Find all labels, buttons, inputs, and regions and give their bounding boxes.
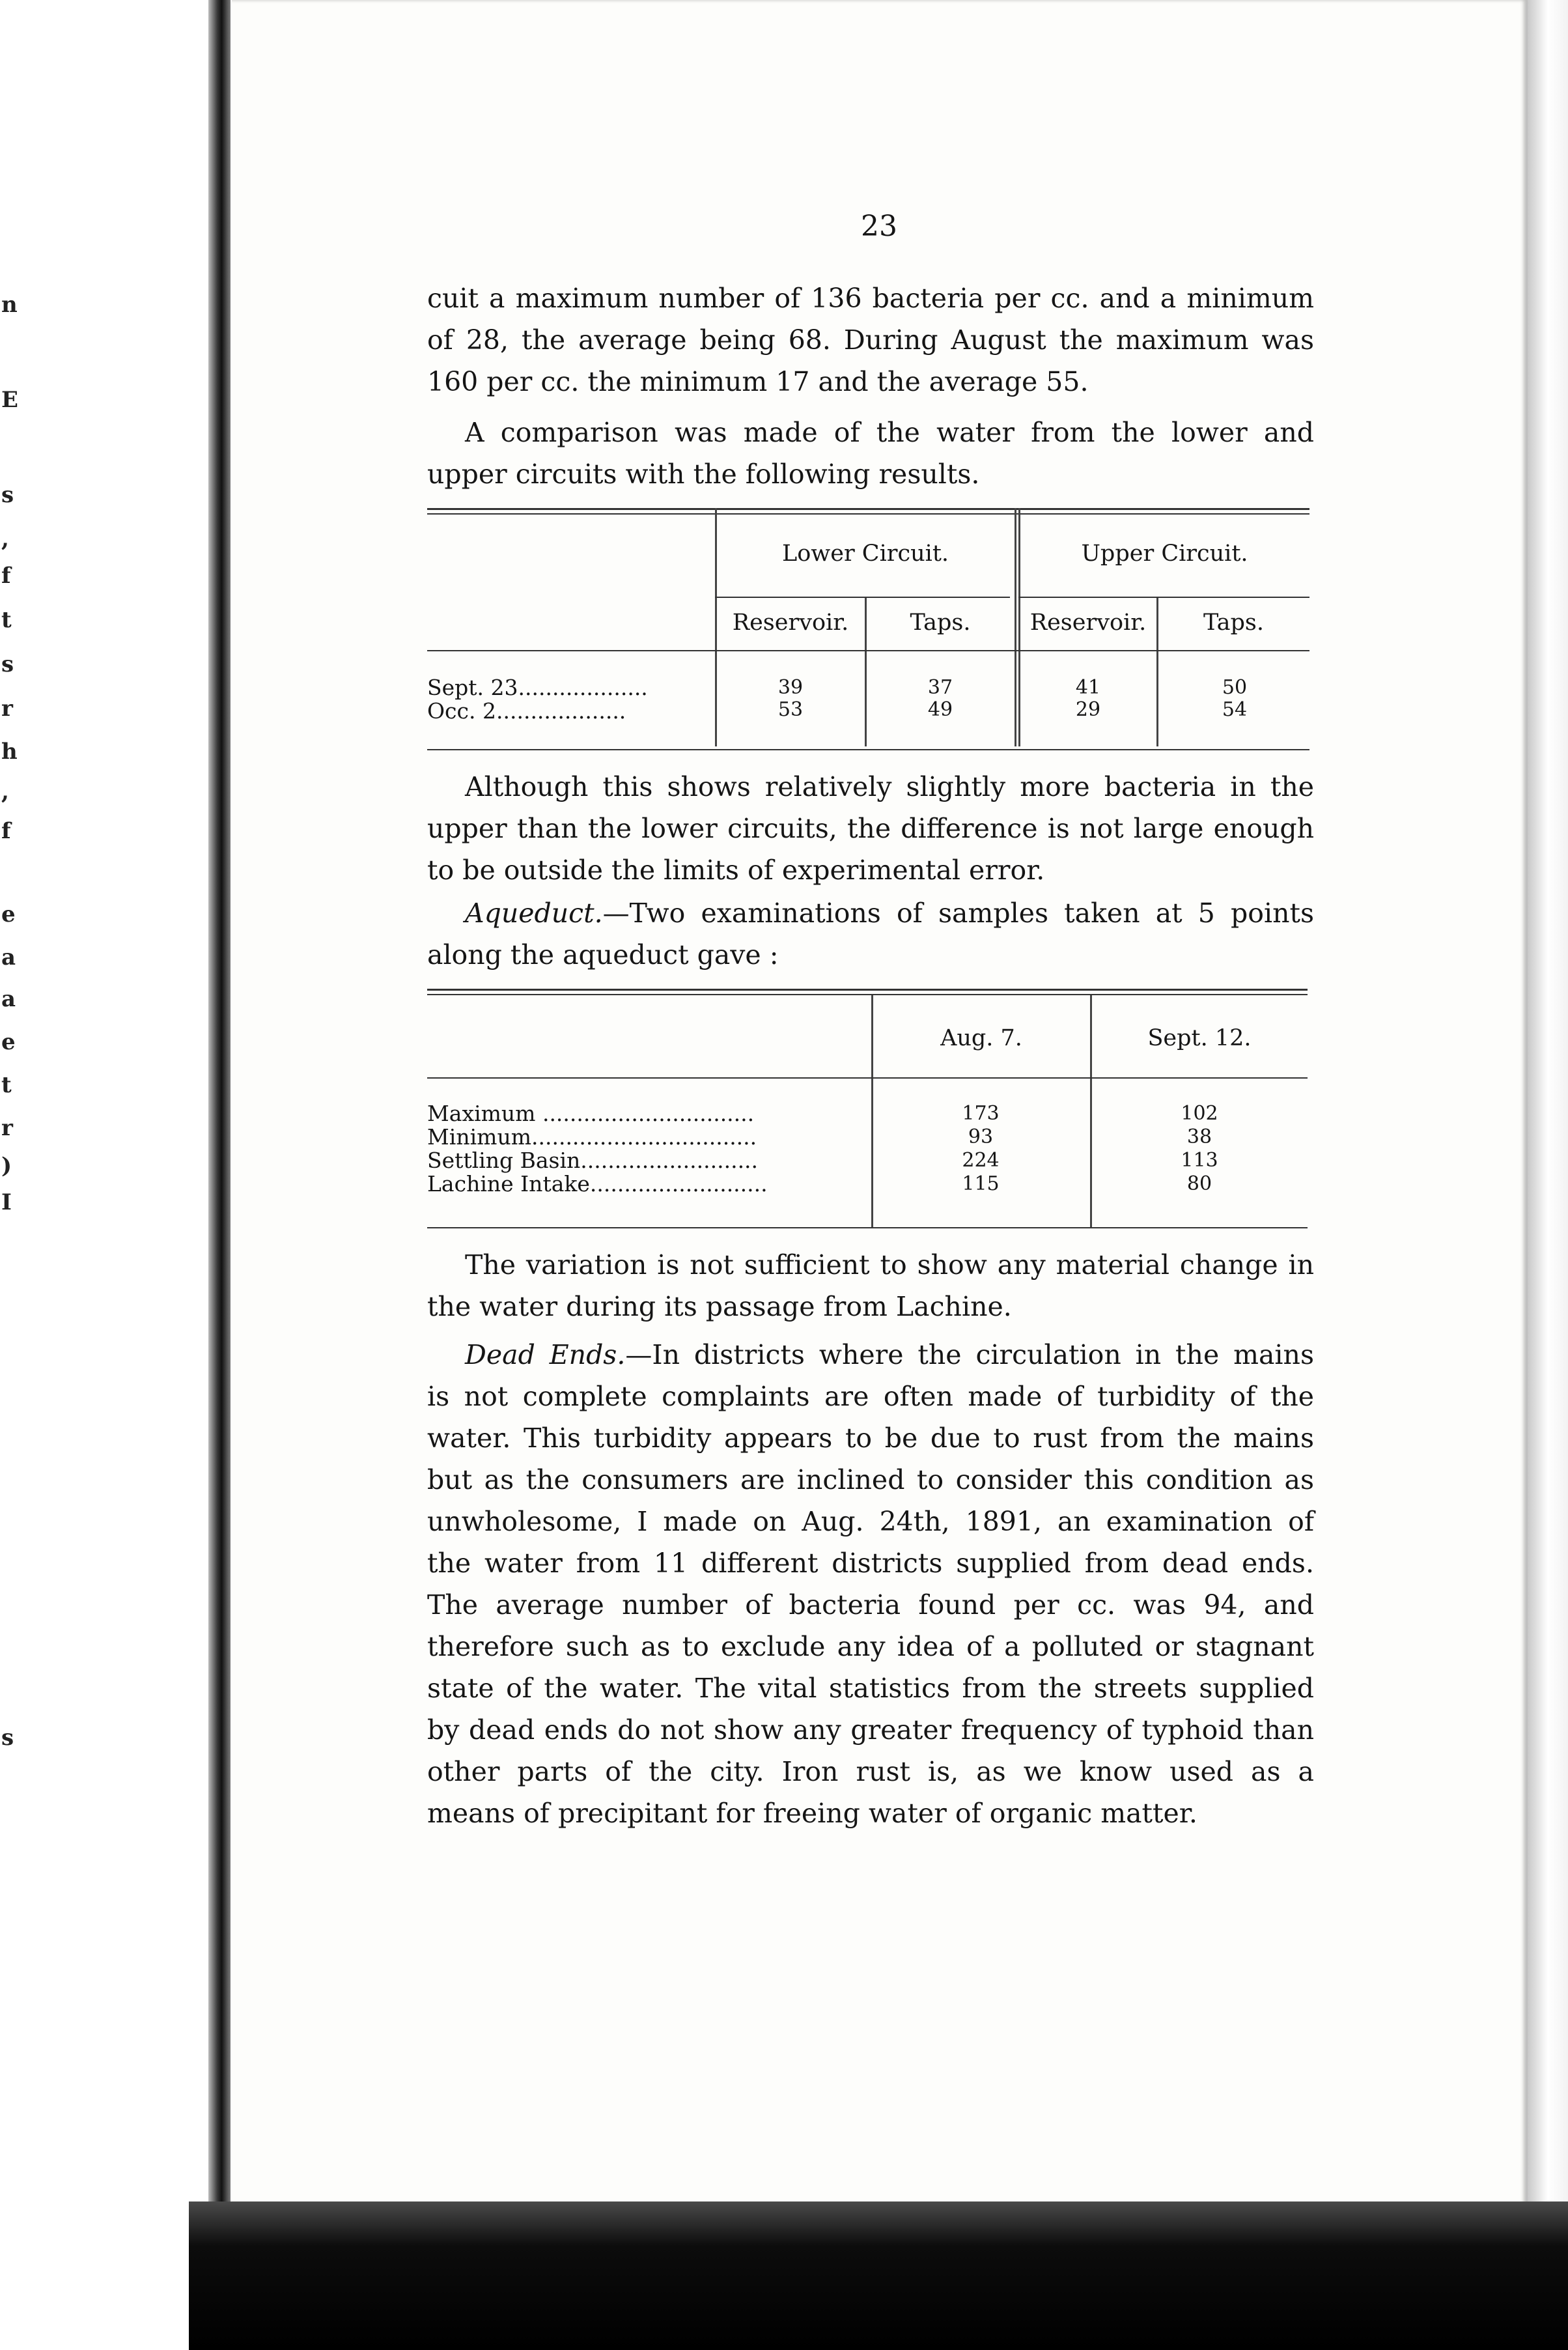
section-heading-aqueduct: Aqueduct. — [465, 898, 603, 929]
paragraph-4 — [427, 892, 1314, 976]
row-label: Maximum ............................... — [427, 1101, 755, 1126]
table-cell: 224 — [962, 1149, 1000, 1172]
text-line: 160 per cc. the minimum 17 and the average 55. — [427, 366, 1089, 397]
facing-page-fragment: e — [1, 1029, 16, 1055]
text-line: Although this shows relatively slightly more bacteria in the — [465, 771, 1314, 802]
group-underline — [1018, 597, 1309, 598]
text-line: by dead ends do not show any greater frequency of typhoid than — [427, 1714, 1314, 1746]
text-line: therefore such as to exclude any idea of a polluted or stagnant — [427, 1631, 1314, 1662]
header-bottom-rule — [427, 1077, 1308, 1079]
text-line: upper circuits with the following results. — [427, 459, 980, 490]
facing-page-fragment: a — [1, 944, 16, 970]
facing-page-fragment: n — [1, 292, 18, 318]
row-label: Minimum................................. — [427, 1124, 757, 1150]
facing-page-fragment: , — [1, 526, 9, 552]
text-line: is not complete complaints are often made of turbidity of the — [427, 1381, 1314, 1412]
paragraph-3 — [427, 766, 1314, 891]
scan-bottom-shadow — [189, 2201, 1568, 2350]
book-spine — [208, 0, 231, 2350]
paragraph-1 — [427, 277, 1314, 403]
text-line: but as the consumers are inclined to consider this condition as — [427, 1464, 1314, 1495]
row-label: Occ. 2................... — [427, 698, 626, 724]
column-header: Taps. — [910, 610, 971, 636]
table-cell: 50 — [1222, 676, 1248, 699]
table-bottom-rule — [427, 1227, 1308, 1228]
section-heading-dead-ends: Dead Ends. — [465, 1339, 626, 1370]
column-header: Aug. 7. — [940, 1025, 1022, 1051]
table-cell: 29 — [1075, 698, 1101, 721]
facing-page-fragment: s — [1, 651, 14, 677]
text-line: along the aqueduct gave : — [427, 939, 779, 970]
text-line: upper than the lower circuits, the difference is not large enough — [427, 813, 1314, 844]
column-group-header: Lower Circuit. — [781, 541, 949, 567]
table-cell: 93 — [968, 1125, 994, 1148]
text-line: A comparison was made of the water from the lower and — [465, 417, 1314, 448]
table-top-rule-inner — [427, 994, 1308, 995]
text-line — [427, 1334, 1314, 1376]
text-run: —In districts where the circulation in the mains — [625, 1339, 1314, 1370]
text-line: of 28, the average being 68. During August the maximum was — [427, 324, 1314, 356]
text-line: state of the water. The vital statistics from the streets supplied — [427, 1673, 1314, 1704]
table-top-rule — [427, 989, 1308, 991]
facing-page-fragment: , — [1, 779, 9, 805]
text-line: to be outside the limits of experimental error. — [427, 855, 1045, 886]
text-line: means of precipitant for freeing water of organic matter. — [427, 1798, 1197, 1829]
table-cell: 41 — [1075, 676, 1101, 699]
circuit-comparison-table — [427, 508, 1309, 750]
facing-page-fragment: h — [1, 739, 18, 765]
table-top-rule-inner — [427, 513, 1309, 515]
facing-page-fragment: s — [1, 1725, 14, 1751]
table-cell: 113 — [1181, 1149, 1218, 1172]
text-line: other parts of the city. Iron rust is, as we know used as a — [427, 1756, 1314, 1787]
scan-left-margin — [0, 0, 195, 2350]
text-line: The variation is not sufficient to show any material change in — [465, 1249, 1314, 1281]
facing-page-fragment: e — [1, 901, 16, 927]
facing-page-fragment: r — [1, 1115, 13, 1141]
row-label: Sept. 23................... — [427, 675, 648, 700]
table-cell: 39 — [777, 676, 804, 699]
table-cell: 102 — [1181, 1102, 1218, 1125]
header-bottom-rule — [427, 650, 1309, 651]
paragraph-5 — [427, 1244, 1314, 1327]
table-group-divider — [1015, 508, 1016, 746]
table-top-rule — [427, 508, 1309, 510]
text-line: unwholesome, I made on Aug. 24th, 1891, an examination of — [427, 1506, 1314, 1537]
table-cell: 38 — [1186, 1125, 1212, 1148]
table-cell: 37 — [927, 676, 953, 699]
text-line: cuit a maximum number of 136 bacteria per cc. and a minimum — [427, 283, 1314, 314]
paragraph-2 — [427, 412, 1314, 495]
facing-page-fragment: f — [1, 563, 11, 589]
column-group-header: Upper Circuit. — [1081, 541, 1248, 567]
text-line: the water during its passage from Lachine. — [427, 1291, 1012, 1322]
text-run: —Two examinations of samples taken at 5 points — [602, 898, 1314, 929]
facing-page-fragment: t — [1, 1072, 12, 1098]
table-cell: 80 — [1186, 1172, 1212, 1195]
text-line: water. This turbidity appears to be due to rust from the mains — [427, 1423, 1314, 1454]
column-header: Reservoir. — [1029, 610, 1147, 636]
facing-page-fragment: t — [1, 607, 12, 633]
aqueduct-table — [427, 989, 1308, 1226]
table-cell: 54 — [1222, 698, 1248, 721]
facing-page-fragment: r — [1, 696, 13, 722]
facing-page-fragment: f — [1, 818, 11, 844]
column-header: Sept. 12. — [1147, 1025, 1252, 1051]
text-line: the water from 11 different districts supplied from dead ends. — [427, 1548, 1314, 1579]
facing-page-fragment: ) — [1, 1153, 12, 1179]
facing-page-fragment: I — [1, 1189, 12, 1215]
facing-page-fragment: s — [1, 482, 14, 508]
text-line: The average number of bacteria found per cc. was 94, and — [427, 1589, 1314, 1621]
paragraph-6 — [427, 1334, 1314, 1834]
table-cell: 49 — [927, 698, 953, 721]
page-number: 23 — [861, 210, 897, 243]
column-header: Reservoir. — [732, 610, 849, 636]
table-bottom-rule — [427, 749, 1309, 750]
text-line — [427, 892, 1314, 934]
table-cell: 53 — [777, 698, 804, 721]
row-label: Settling Basin.......................... — [427, 1148, 759, 1173]
facing-page-fragment: E — [1, 387, 18, 413]
column-header: Taps. — [1203, 610, 1264, 636]
page-right-edge — [1528, 0, 1568, 2205]
facing-page-fragment: a — [1, 986, 16, 1012]
table-cell: 173 — [962, 1102, 1000, 1125]
table-cell: 115 — [962, 1172, 1000, 1195]
group-underline — [715, 597, 1010, 598]
row-label: Lachine Intake.......................... — [427, 1171, 768, 1196]
